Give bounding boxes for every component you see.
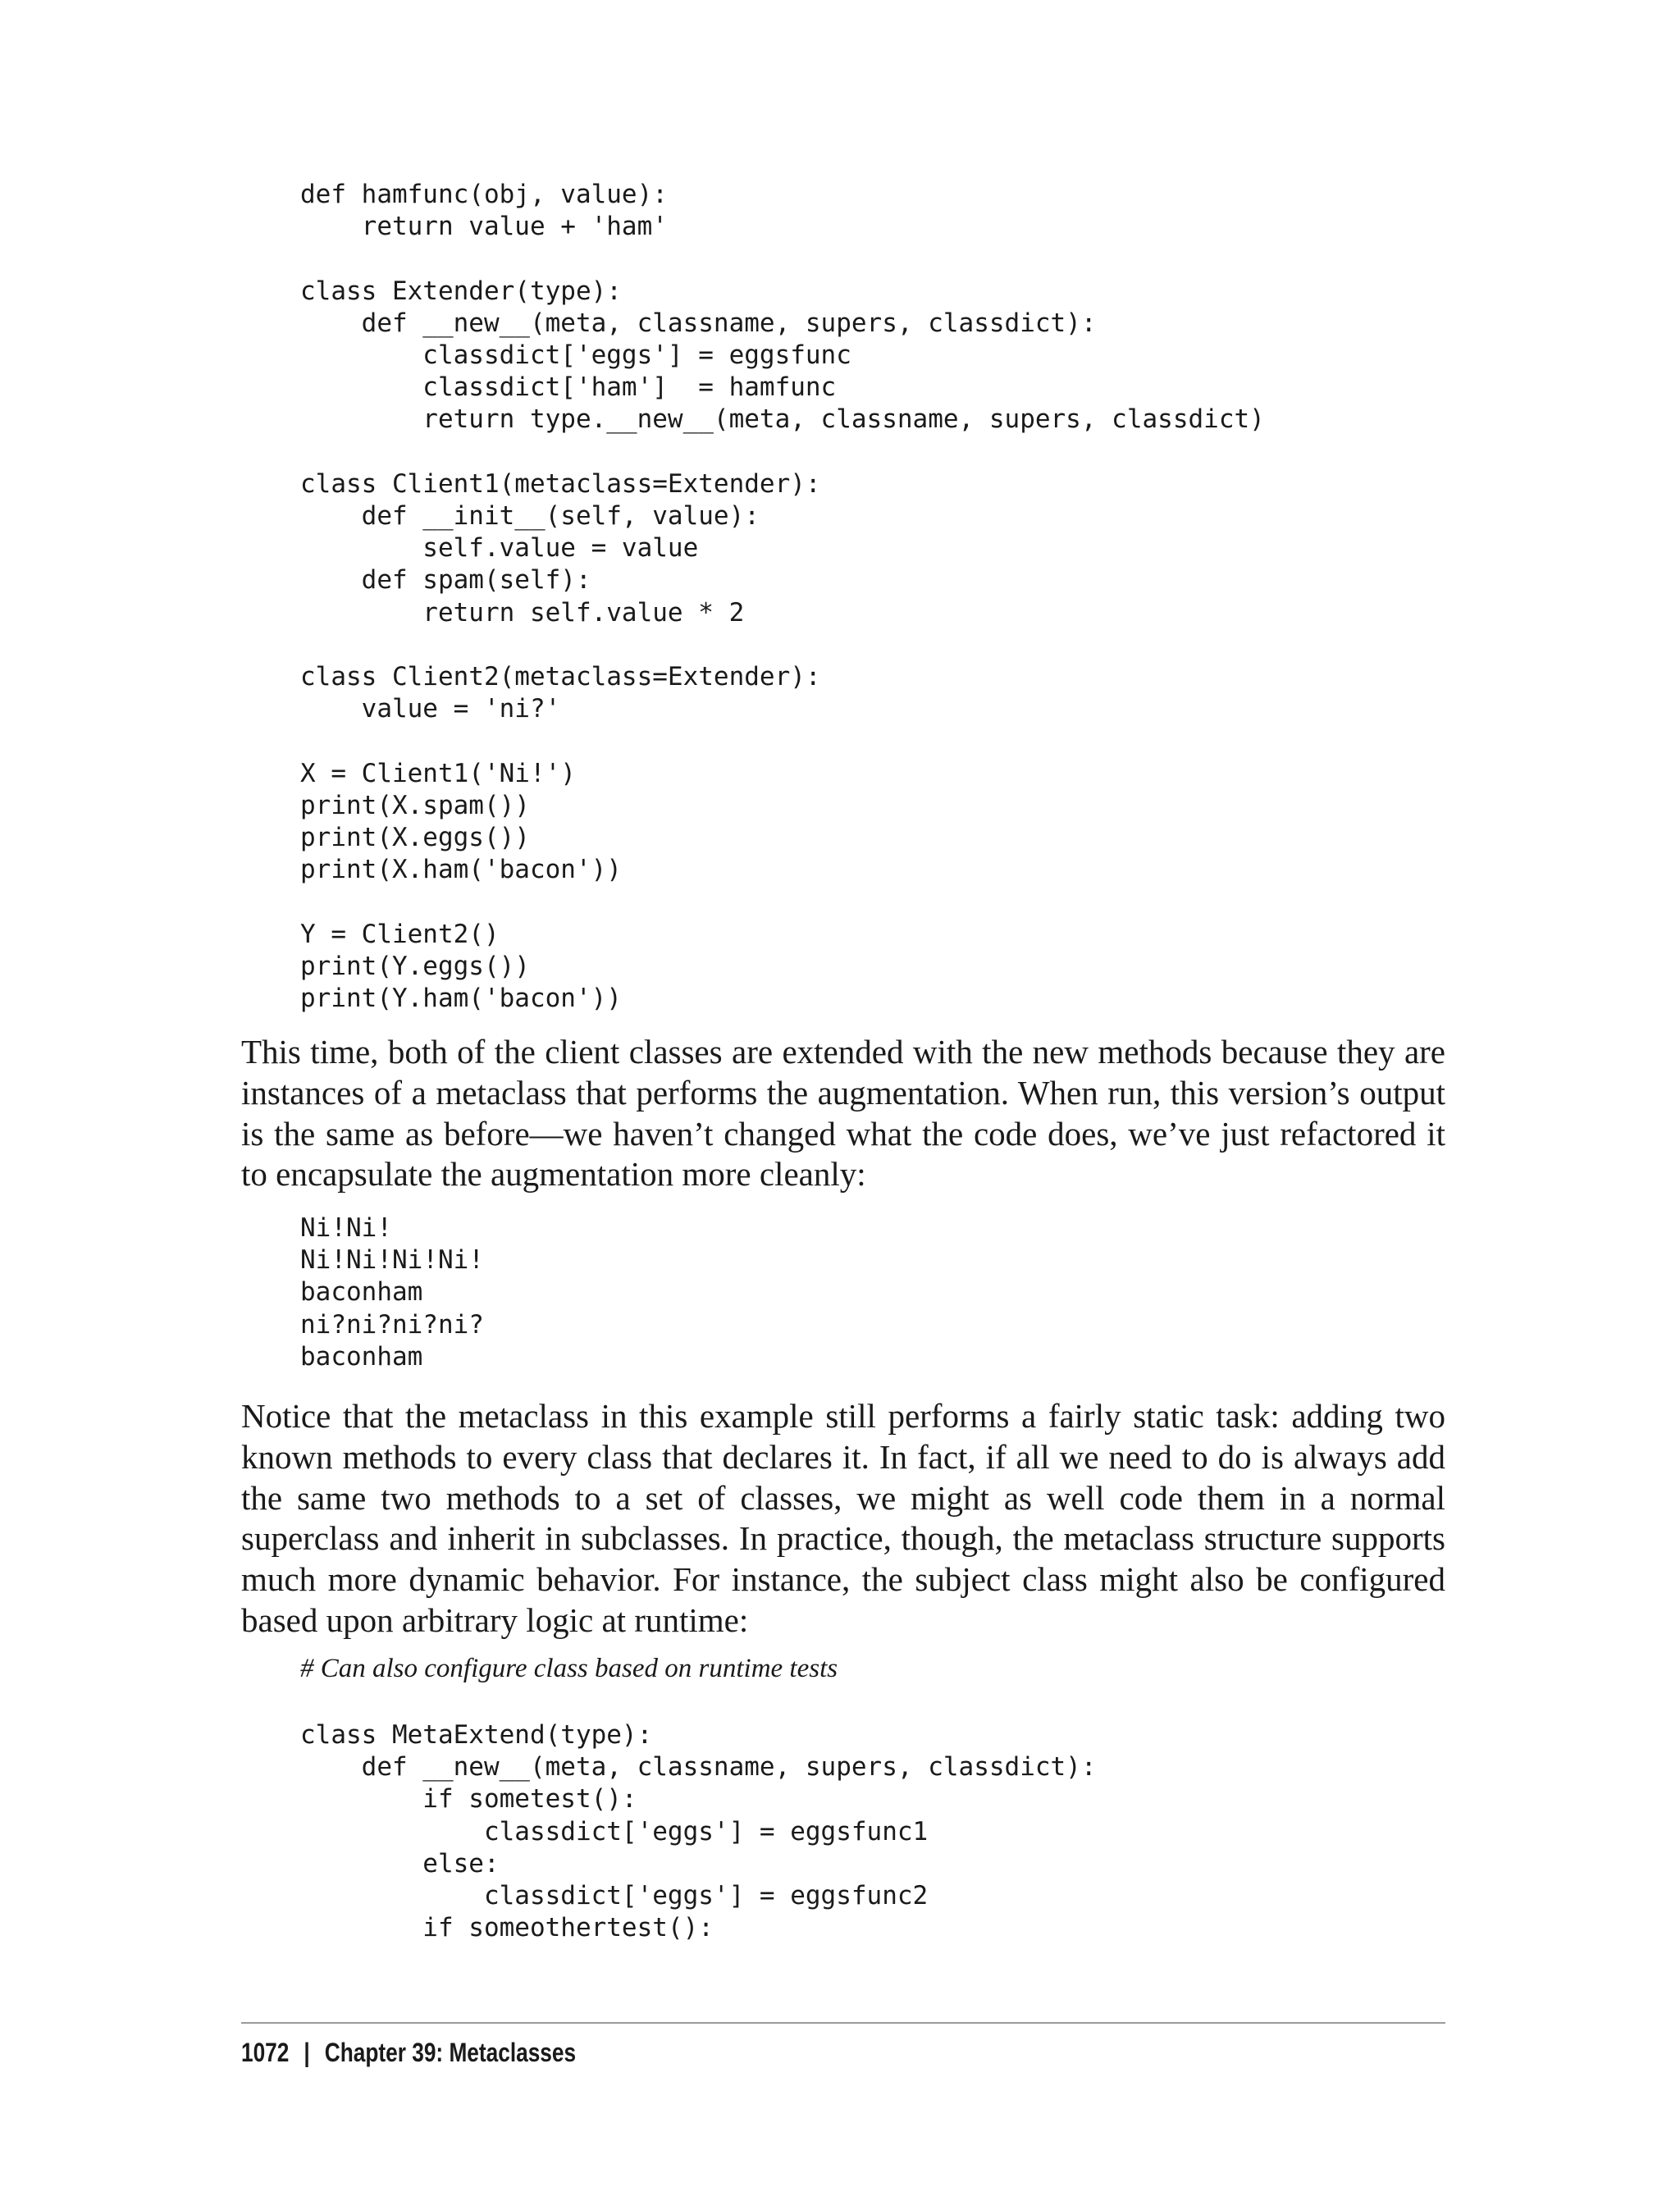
paragraph-metaclass-dynamic: Notice that the metaclass in this example still performs a fairly static task: adding two known methods to every class that declares it. In fact, if all we need to do is always add the same two methods to a set of classes, we might as well code them in a normal superclass and inherit in subclasses. In practice, though, the metaclass structure supports much more dynamic behavior. For instance, the subject class might also be configured based upon arbitrary logic at runtime: <box>241 1397 1445 1639</box>
code-listing-extender: def hamfunc(obj, value): return value + 'ham' class Extender(type): def __new__(meta, classname, supers, classdict): classdict['eggs'] = eggsfunc classdict['ham'] = hamfunc return type.__new__(meta, classname, supers, classdict) class Client1(metaclass=Extender): def __init__(self, value): self.value = value def spam(self): return self.value * 2 class Client2(metaclass=Extender): value = 'ni?' X = Client1('Ni!') print(X.spam()) print(X.eggs()) print(X.ham('bacon')) Y = Client2() print(Y.eggs()) print(Y.ham('bacon')) <box>300 180 1265 1014</box>
chapter-title: Chapter 39: Metaclasses <box>324 2038 577 2067</box>
page-footer <box>241 2036 576 2069</box>
paragraph-client-classes: This time, both of the client classes are extended with the new methods because they are instances of a metaclass that performs the augmentation. When run, this version’s output is the same as before—we haven’t changed what the code does, we’ve just refactored it to encapsulate the augmentation more cleanly: <box>241 1033 1445 1194</box>
page-number: 1072 <box>241 2038 290 2067</box>
code-comment: # Can also configure class based on runtime tests <box>300 1654 838 1683</box>
code-output-listing: Ni!Ni! Ni!Ni!Ni!Ni! baconham ni?ni?ni?ni? baconham <box>300 1213 484 1372</box>
code-listing-metaextend: class MetaExtend(type): def __new__(meta, classname, supers, classdict): if sometest(): classdict['eggs'] = eggsfunc1 else: classdict['eggs'] = eggsfunc2 if someothertest(): <box>300 1720 1097 1943</box>
footer-separator: | <box>304 2038 310 2067</box>
footer-divider <box>241 2022 1445 2024</box>
